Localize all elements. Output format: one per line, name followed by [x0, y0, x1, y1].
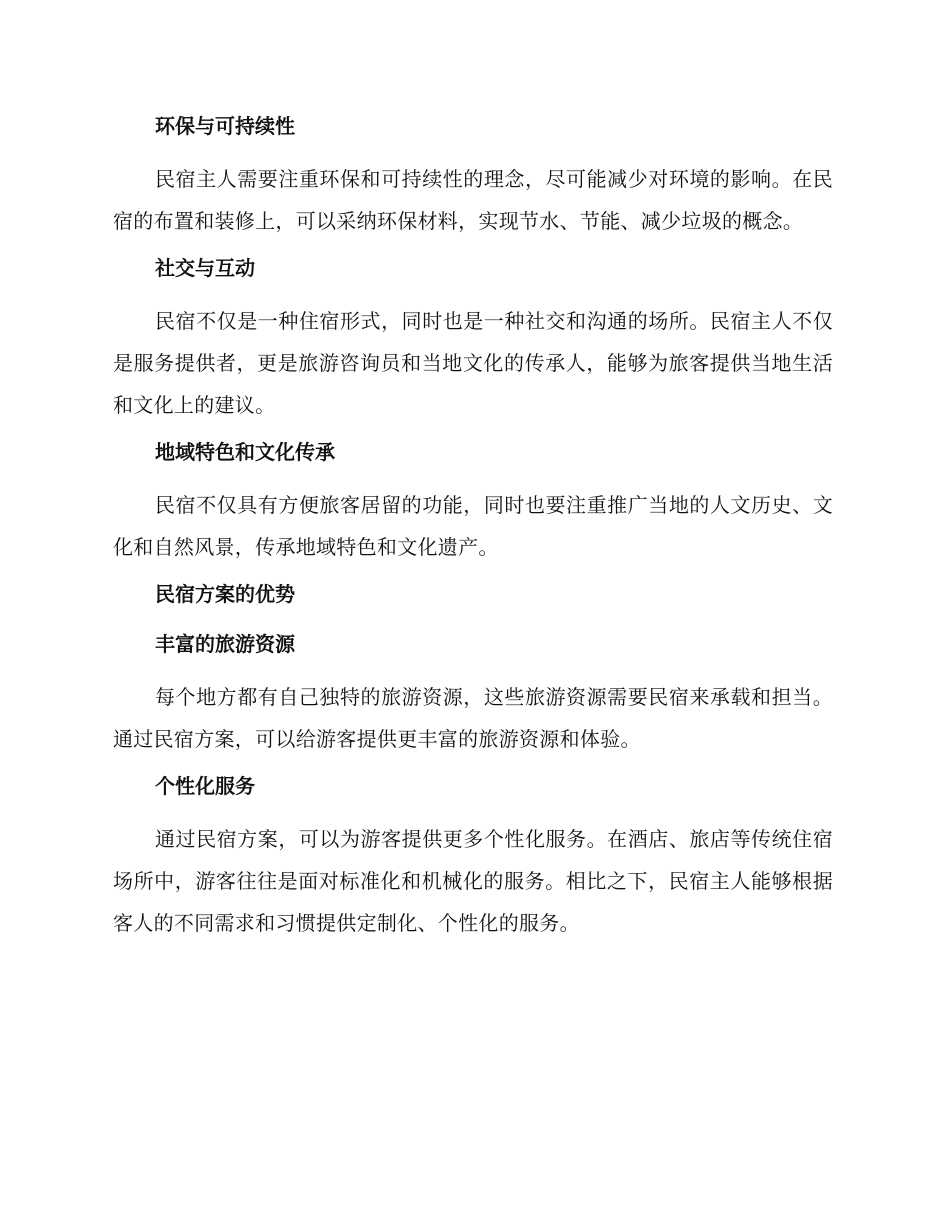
section-heading-resources: 丰富的旅游资源 — [155, 632, 295, 656]
section-paragraph-social: 民宿不仅是一种住宿形式，同时也是一种社交和沟通的场所。民宿主人不仅是服务提供者，更是旅游咨询员和当地文化的传承人，能够为旅客提供当地生活和文化上的建议。 — [113, 309, 833, 417]
section-paragraph-resources: 每个地方都有自己独特的旅游资源，这些旅游资源需要民宿来承载和担当。通过民宿方案，可以给游客提供更丰富的旅游资源和体验。 — [113, 685, 833, 751]
section-heading-culture: 地域特色和文化传承 — [155, 440, 335, 464]
section-heading-advantages: 民宿方案的优势 — [155, 582, 295, 606]
document-body — [113, 108, 833, 952]
section-paragraph-personalized: 通过民宿方案，可以为游客提供更多个性化服务。在酒店、旅店等传统住宿场所中，游客往往是面对标准化和机械化的服务。相比之下，民宿主人能够根据客人的不同需求和习惯提供定制化、个性化的服务。 — [113, 827, 833, 935]
section-paragraph-eco: 民宿主人需要注重环保和可持续性的理念，尽可能减少对环境的影响。在民宿的布置和装修上，可以采纳环保材料，实现节水、节能、减少垃圾的概念。 — [113, 167, 833, 233]
section-heading-eco: 环保与可持续性 — [155, 114, 295, 138]
section-heading-social: 社交与互动 — [155, 256, 255, 280]
section-heading-personalized: 个性化服务 — [155, 774, 255, 798]
section-paragraph-culture: 民宿不仅具有方便旅客居留的功能，同时也要注重推广当地的人文历史、文化和自然风景，传承地域特色和文化遗产。 — [113, 493, 833, 559]
